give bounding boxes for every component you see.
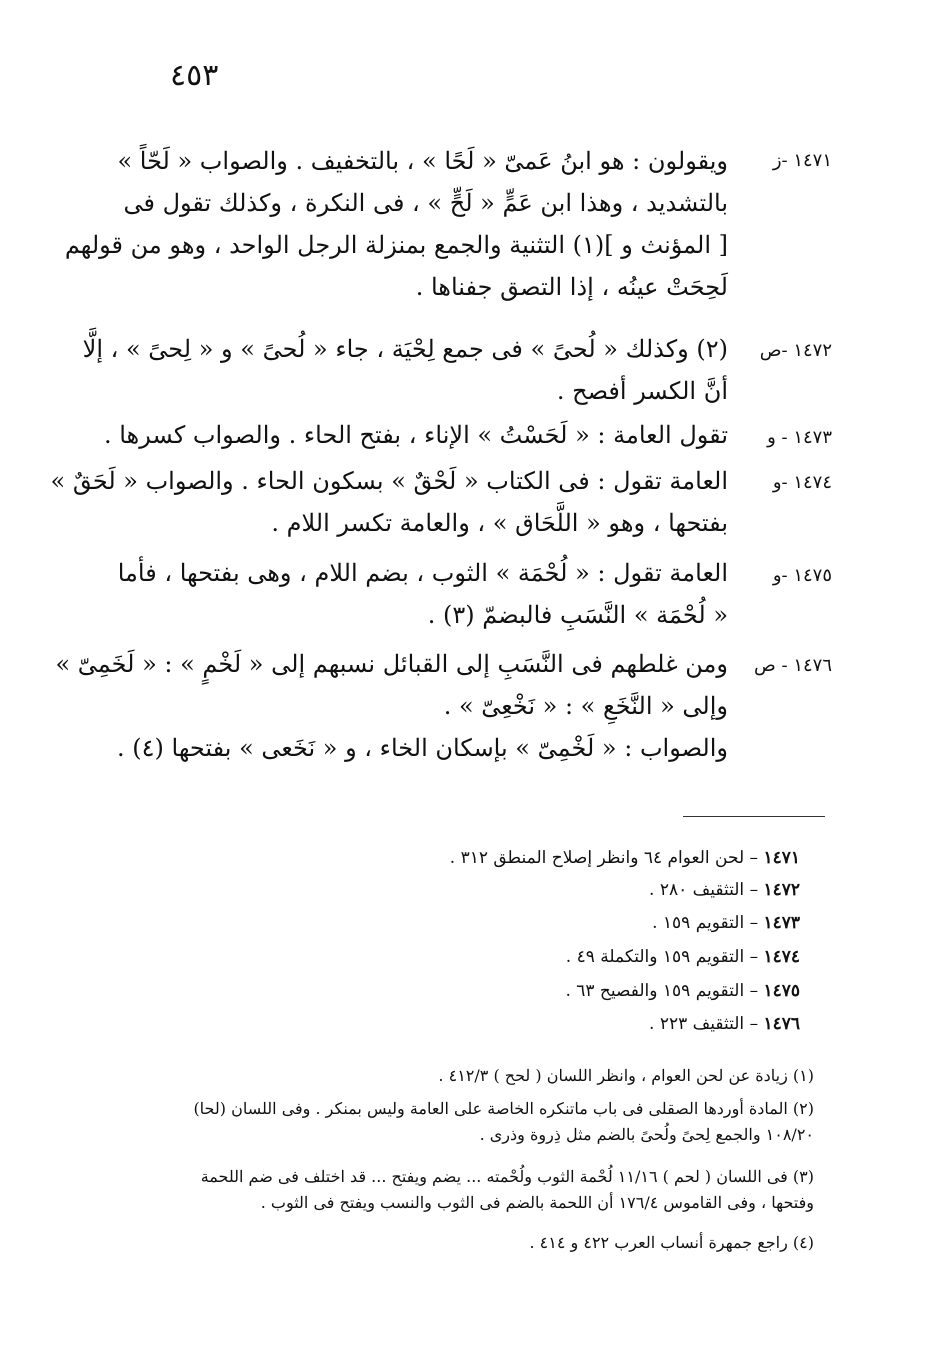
entry-number: ١٤٧٦ - ص (754, 655, 832, 676)
footnote (124, 1230, 814, 1256)
entry-line: [ المؤنث و ](١) التثنية والجمع بمنزلة الرجل الواحد ، وهو من قولهم (64, 231, 728, 259)
entry-line: بالتشديد ، وهذا ابن عَمٍّ « لَحٍّ » ، فى النكرة ، وكذلك تقول فى (123, 189, 728, 217)
footnote (124, 1063, 814, 1089)
entry-number: ١٤٧٢ -ص (759, 340, 832, 361)
entry-line: بفتحها ، وهو « اللَّحَاق » ، والعامة تكسر اللام . (271, 509, 728, 537)
source-line (566, 947, 800, 967)
page-number: ٤٥٣ (170, 58, 219, 93)
entry-line: أنَّ الكسر أفصح . (556, 377, 728, 405)
source-line (652, 913, 800, 933)
entry-line: العامة تقول : فى الكتاب « لَحْقٌ » بسكون الحاء . والصواب « لَحَقٌ » (50, 467, 728, 495)
entry (50, 460, 728, 544)
source-number: ١٤٧٤ (763, 947, 800, 967)
entry-number: ١٤٧٤ -و (772, 472, 832, 493)
entry-line: (٢) وكذلك « لُحىً » فى جمع لِحْيَة ، جاء « لُحىً » و « لِحىً » ، إلَّا (82, 335, 728, 363)
entry-number: ١٤٧٥ -و (772, 565, 832, 586)
entry-line: « لُحْمَة » النَّسَبِ فالبضمّ (٣) . (427, 601, 728, 629)
source-number: ١٤٧٣ (763, 913, 800, 933)
entry-line: ويقولون : هو ابنُ عَمىّ « لَحًا » ، بالتخفيف . والصواب « لَحّاً » (117, 147, 728, 175)
footnote-line: (١) زيادة عن لحن العوام ، وانظر اللسان ( لحح ) ٤١٢/٣ . (438, 1066, 814, 1085)
footnote (124, 1164, 814, 1216)
source-text: – التثقيف ٢٨٠ . (649, 880, 764, 900)
entry-line: ومن غلطهم فى النَّسَبِ إلى القبائل نسبهم إلى « لَخْمٍ » : « لَخَمِىّ » (55, 650, 728, 678)
entry-number: ١٤٧٣ - و (767, 427, 832, 448)
entry-line: وإلى « النَّخَعِ » : « نَخْعِىّ » . (443, 692, 728, 720)
source-text: – التقويم ١٥٩ والفصيح ٦٣ . (565, 981, 764, 1001)
entry (55, 643, 728, 769)
source-text: – لحن العوام ٦٤ وانظر إصلاح المنطق ٣١٢ . (449, 848, 764, 868)
source-line (450, 848, 800, 868)
entry-line: لَحِحَتْ عينُه ، إذا التصق جفناها . (415, 273, 728, 301)
footnote-line: (٢) المادة أوردها الصقلى فى باب ماتنكره الخاصة على العامة وليس بمنكر . وفى اللسان (لحا) (193, 1099, 814, 1118)
entry-number: ١٤٧١ -ز (772, 150, 832, 171)
entry-line: تقول العامة : « لَحَسْتُ » الإناء ، بفتح الحاء . والصواب كسرها . (103, 421, 728, 449)
entry (117, 552, 728, 636)
footnote (124, 1096, 814, 1148)
source-number: ١٤٧١ (763, 848, 800, 868)
source-number: ١٤٧٥ (763, 981, 800, 1001)
entry (103, 414, 728, 456)
entry (64, 140, 728, 308)
source-line (649, 1014, 800, 1034)
source-number: ١٤٧٦ (763, 1014, 800, 1034)
footnote-divider (683, 816, 825, 817)
entry (82, 328, 728, 412)
entry-line: العامة تقول : « لُحْمَة » الثوب ، بضم اللام ، وهى بفتحها ، فأما (117, 559, 728, 587)
source-line (565, 981, 800, 1001)
footnote-line: ١٠٨/٢٠ والجمع لِحىً ولُحىً بالضم مثل ذِروة وذرى . (479, 1125, 814, 1144)
source-number: ١٤٧٢ (763, 880, 800, 900)
footnote-line: (٣) فى اللسان ( لحم ) ١١/١٦ لُحْمة الثوب ولُحْمته ... يضم ويفتح ... قد اختلف فى ضم اللحمة (200, 1167, 814, 1186)
footnote-line: (٤) راجع جمهرة أنساب العرب ٤٢٢ و ٤١٤ . (529, 1233, 814, 1252)
entry-line: والصواب : « لَخْمِىّ » بإسكان الخاء ، و « نَخَعى » بفتحها (٤) . (117, 734, 728, 762)
source-line (649, 880, 800, 900)
source-text: – التقويم ١٥٩ . (652, 913, 764, 933)
footnote-line: وفتحها ، وفى القاموس ١٧٦/٤ أن اللحمة بالضم فى الثوب والنسب ويفتح فى الثوب . (260, 1193, 814, 1212)
source-text: – التقويم ١٥٩ والتكملة ٤٩ . (565, 947, 764, 967)
source-text: – التثقيف ٢٢٣ . (649, 1014, 764, 1034)
